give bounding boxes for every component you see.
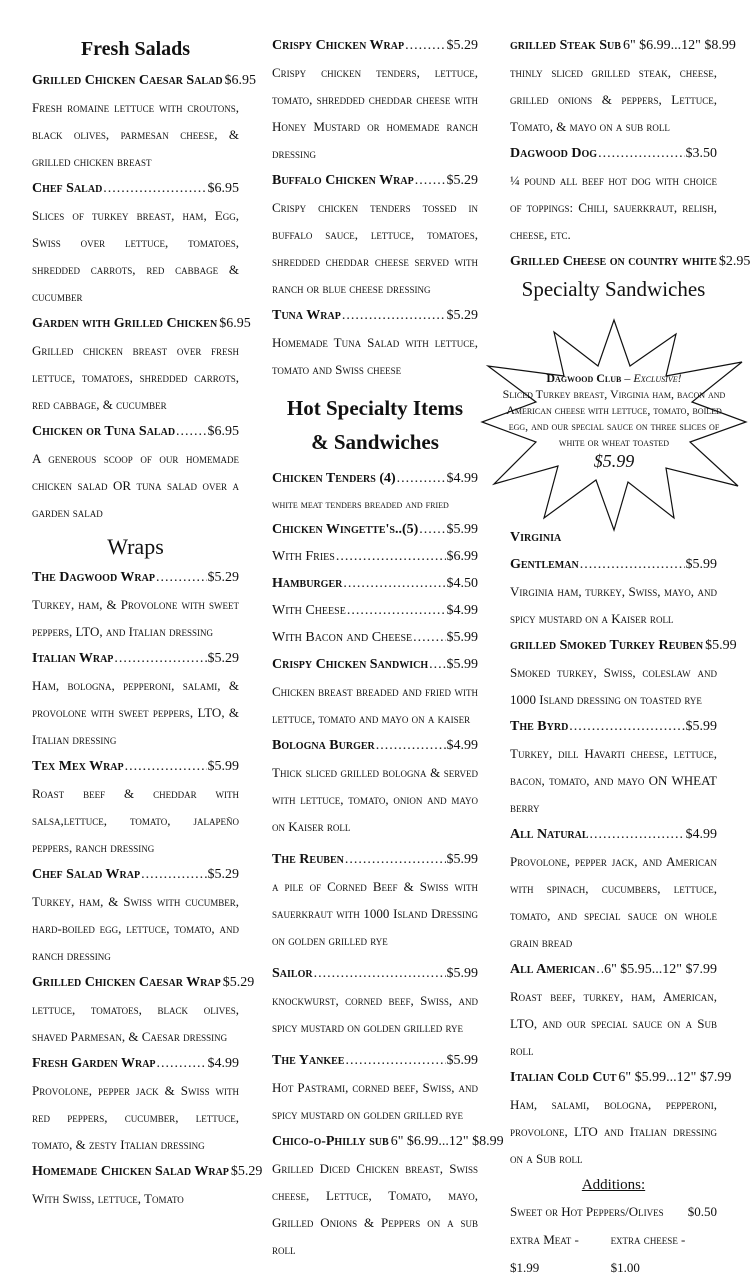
item-description: white meat tenders breaded and fried: [272, 497, 449, 511]
addition-price: extra cheese - $1.00: [610, 1232, 686, 1275]
item-description: With Swiss, lettuce, Tomato: [32, 1191, 184, 1206]
item-name: The Dagwood Wrap: [32, 570, 155, 585]
item-price: $6.95: [224, 73, 257, 88]
club-description: Sliced Turkey breast, Virginia ham, bacon and American cheese with lettuce, tomato, boiled egg, and our special sauce on three slices of white or wheat toasted: [502, 387, 726, 449]
menu-item: [272, 516, 478, 543]
item-name: grilled Smoked Turkey Reuben: [510, 638, 704, 653]
item-name: Bologna Burger: [272, 738, 375, 753]
item-price: $5.99: [207, 759, 239, 774]
section-title-salads: Fresh Salads: [80, 38, 191, 60]
item-name: With Fries: [272, 549, 335, 564]
item-name: Gentleman: [510, 557, 579, 572]
additions-title: Additions:: [581, 1177, 646, 1193]
club-exclusive: Exclusive!: [633, 371, 682, 385]
item-name: Grilled Chicken Caesar Wrap: [32, 975, 221, 990]
item-name: The Reuben: [272, 852, 344, 867]
menu-item: [32, 645, 239, 753]
item-price: $5.99: [446, 852, 478, 867]
item-description: Homemade Tuna Salad with lettuce, tomato and Swiss cheese: [272, 335, 478, 377]
menu-item: [32, 1050, 239, 1158]
menu-item: [32, 564, 239, 645]
item-price: $4.99: [685, 827, 717, 842]
item-name: Garden with Grilled Chicken: [32, 316, 218, 331]
item-price: $5.99: [705, 638, 737, 653]
menu-column-3: [510, 0, 750, 1282]
item-name: Crispy Chicken Sandwich: [272, 657, 429, 672]
menu-item: [272, 1047, 478, 1128]
item-name: Tex Mex Wrap: [32, 759, 124, 774]
item-name: Chef Salad: [32, 181, 103, 196]
menu-item: [32, 969, 255, 1050]
menu-item: [32, 175, 239, 310]
section-title-wraps: Wraps: [107, 534, 164, 559]
item-name: Chicken or Tuna Salad: [32, 424, 176, 439]
section-title-specialty: Specialty Sandwiches: [521, 277, 706, 301]
item-name: grilled Steak Sub: [510, 38, 621, 53]
item-description: Fresh romaine lettuce with croutons, black olives, parmesan cheese, & grilled chicken breast: [32, 100, 239, 169]
item-name: Dagwood Dog: [510, 146, 598, 161]
menu-item: [272, 846, 478, 954]
menu-item: [32, 418, 239, 526]
item-description: lettuce, tomatoes, black olives, shaved Parmesan, & Caesar dressing: [32, 1002, 239, 1044]
item-name: Grilled Chicken Caesar Salad: [32, 73, 223, 88]
item-price: 6" $5.99...12" $7.99: [618, 1070, 732, 1085]
item-price: $5.99: [446, 1053, 478, 1068]
item-description: Hot Pastrami, corned beef, Swiss, and spicy mustard on golden grilled rye: [272, 1080, 478, 1122]
item-price: $5.29: [446, 173, 478, 188]
item-price: $5.29: [222, 975, 255, 990]
club-price: $5.99: [593, 451, 635, 471]
menu-item: [272, 543, 478, 570]
item-price: $4.99: [446, 603, 478, 618]
item-price: $5.99: [685, 557, 717, 572]
item-price: $3.50: [685, 146, 717, 161]
item-description: Crispy chicken tenders, lettuce, tomato, shredded cheddar cheese with Honey Mustard or homemade ranch dressing: [272, 65, 478, 161]
item-price: $2.95: [718, 254, 750, 269]
menu-column-1: [32, 0, 263, 1212]
section-title-hot-specialty: Hot Specialty Items & Sandwiches: [286, 396, 464, 454]
addition-label: Sweet or Hot Peppers/Olives: [510, 1204, 664, 1219]
item-name: All Natural: [510, 827, 589, 842]
menu-item: [32, 1158, 263, 1212]
menu-item: [510, 821, 717, 956]
item-price: 6" $6.99...12" $8.99: [390, 1134, 504, 1149]
item-price: $5.29: [230, 1164, 263, 1179]
item-name: Chicken Wingette's..(5): [272, 522, 419, 537]
item-name: Italian Cold Cut: [510, 1070, 617, 1085]
menu-item: [510, 713, 717, 821]
item-price: $6.95: [219, 316, 251, 331]
menu-item: [510, 32, 736, 140]
item-name: Italian Wrap: [32, 651, 114, 666]
item-description: A generous scoop of our homemade chicken salad OR tuna salad over a garden salad: [32, 451, 239, 520]
menu-item: [510, 632, 737, 713]
item-description: Turkey, dill Havarti cheese, lettuce, bacon, tomato, and mayo ON WHEAT berry: [510, 746, 717, 815]
item-name: The Byrd: [510, 719, 569, 734]
menu-item: [32, 861, 239, 969]
menu-item: [510, 956, 717, 1064]
item-name: Sailor: [272, 966, 313, 981]
item-price: $5.29: [446, 38, 478, 53]
item-description: Roast beef, turkey, ham, American, LTO, and our special sauce on a Sub roll: [510, 989, 717, 1058]
item-price: $4.99: [446, 738, 478, 753]
menu-item: [272, 570, 478, 597]
item-price: $6.95: [207, 424, 239, 439]
menu-item: [272, 651, 478, 732]
item-price: $4.50: [446, 576, 478, 591]
item-price: $5.99: [446, 657, 478, 672]
item-price: $5.29: [207, 570, 239, 585]
menu-item: [32, 67, 257, 175]
item-name: Homemade Chicken Salad Wrap: [32, 1164, 229, 1179]
item-name: All American: [510, 962, 596, 977]
item-price: 6" $5.95...12" $7.99: [604, 962, 717, 977]
club-title: Dagwood Club: [546, 371, 622, 385]
item-price: $5.29: [207, 867, 239, 882]
item-price: $5.99: [446, 966, 478, 981]
addition-label: extra Meat - $1.99: [510, 1232, 579, 1275]
menu-item: [272, 597, 478, 624]
item-name: Buffalo Chicken Wrap: [272, 173, 414, 188]
item-price: $5.99: [685, 719, 717, 734]
item-name: Crispy Chicken Wrap: [272, 38, 405, 53]
menu-item: [32, 753, 239, 861]
menu-item: [510, 248, 750, 275]
item-price: 6" $6.99...12" $8.99: [622, 38, 736, 53]
item-description: Turkey, ham, & Swiss with cucumber, hard-boiled egg, lettuce, tomato, and ranch dressing: [32, 894, 239, 963]
item-description: Thick sliced grilled bologna & served with lettuce, tomato, onion and mayo on Kaiser roll: [272, 765, 478, 834]
item-name: Virginia: [510, 530, 562, 545]
item-description: Chicken breast breaded and fried with lettuce, tomato and mayo on a kaiser: [272, 684, 478, 726]
item-description: ¼ pound all beef hot dog with choice of toppings: Chili, sauerkraut, relish, cheese, etc.: [510, 173, 717, 242]
item-name: Chico-o-Philly sub: [272, 1134, 389, 1149]
item-name: Tuna Wrap: [272, 308, 341, 323]
item-description: Provolone, pepper jack & Swiss with red peppers, cucumber, lettuce, tomato, & zesty Italian dressing: [32, 1083, 239, 1152]
item-description: Grilled Diced Chicken breast, Swiss cheese, Lettuce, Tomato, mayo, Grilled Onions & Peppers on a sub roll: [272, 1161, 478, 1257]
menu-item: [272, 465, 478, 516]
menu-item: [272, 302, 478, 383]
item-description: a pile of Corned Beef & Swiss with sauerkraut with 1000 Island Dressing on golden grilled rye: [272, 879, 478, 948]
menu-item: [32, 310, 251, 418]
item-description: Virginia ham, turkey, Swiss, mayo, and spicy mustard on a Kaiser roll: [510, 584, 717, 626]
item-description: Ham, salami, bologna, pepperoni, provolone, LTO and Italian dressing on a Sub roll: [510, 1097, 717, 1166]
addition-price: $0.50: [687, 1204, 717, 1219]
item-name: With Cheese: [272, 603, 346, 618]
dagwood-club-starburst: [480, 318, 748, 533]
item-description: Ham, bologna, pepperoni, salami, & provolone with sweet peppers, LTO, & Italian dressing: [32, 678, 239, 747]
item-description: Slices of turkey breast, ham, Egg, Swiss over lettuce, tomatoes, shredded carrots, red cabbage & cucumber: [32, 208, 239, 304]
item-description: knockwurst, corned beef, Swiss, and spicy mustard on golden grilled rye: [272, 993, 478, 1035]
menu-item: [272, 167, 478, 302]
menu-item: [272, 960, 478, 1041]
menu-item: [510, 1064, 732, 1172]
item-price: $5.29: [446, 308, 478, 323]
item-description: Smoked turkey, Swiss, coleslaw and 1000 Island dressing on toasted rye: [510, 665, 717, 707]
item-name: Hamburger: [272, 576, 343, 591]
item-name: Chef Salad Wrap: [32, 867, 141, 882]
menu-item: [510, 140, 717, 248]
item-price: $5.99: [446, 630, 478, 645]
item-price: $4.99: [207, 1056, 239, 1071]
item-price: $5.99: [446, 522, 478, 537]
item-name: The Yankee: [272, 1053, 345, 1068]
item-price: $6.99: [446, 549, 478, 564]
item-description: Provolone, pepper jack, and American with spinach, cucumbers, lettuce, tomato, and special sauce on whole grain bread: [510, 854, 717, 950]
item-description: Grilled chicken breast over fresh lettuce, tomatoes, shredded carrots, red cabbage, & cucumber: [32, 343, 239, 412]
item-name: Grilled Cheese on country white: [510, 254, 717, 269]
addition-row: [510, 1226, 717, 1282]
menu-item: [272, 624, 478, 651]
menu-item: [272, 32, 478, 167]
menu-item: [272, 732, 478, 840]
menu-item: [510, 524, 717, 632]
item-description: Turkey, ham, & Provolone with sweet peppers, LTO, and Italian dressing: [32, 597, 239, 639]
item-name: With Bacon and Cheese: [272, 630, 413, 645]
menu-column-2: [272, 0, 504, 1263]
item-name: Fresh Garden Wrap: [32, 1056, 156, 1071]
item-name: Chicken Tenders (4): [272, 471, 396, 486]
item-price: $6.95: [207, 181, 239, 196]
item-price: $4.99: [446, 471, 478, 486]
addition-row: [510, 1198, 717, 1226]
item-description: Roast beef & cheddar with salsa,lettuce, tomato, jalapeño peppers, ranch dressing: [32, 786, 239, 855]
item-description: thinly sliced grilled steak, cheese, grilled onions & peppers, Lettuce, Tomato, & mayo on a sub roll: [510, 65, 717, 134]
menu-item: [272, 1128, 504, 1263]
dagwood-club-text: Dagwood Club – Exclusive! Sliced Turkey breast, Virginia ham, bacon and American cheese with lettuce, tomato, boiled egg, and our special sauce on three slices of white or wheat toasted $5.99: [498, 370, 730, 472]
item-description: Crispy chicken tenders tossed in buffalo sauce, lettuce, tomatoes, shredded cheddar cheese served with ranch or blue cheese dressing: [272, 200, 478, 296]
item-price: $5.29: [207, 651, 239, 666]
